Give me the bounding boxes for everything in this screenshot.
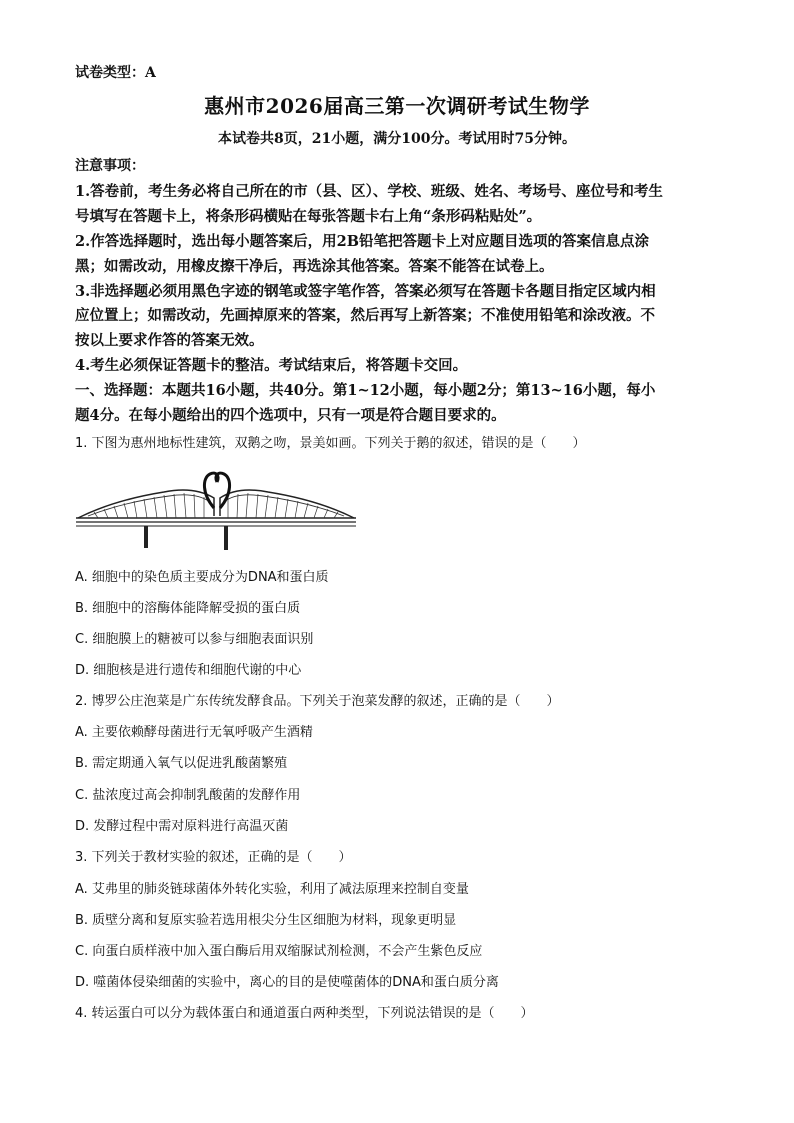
question-1-option-b: B. 细胞中的溶酶体能降解受损的蛋白质: [75, 601, 301, 616]
question-1-option-a: A. 细胞中的染色质主要成分为DNA和蛋白质: [75, 570, 329, 585]
notice-line: 4.考生必须保证答题卡的整洁。考试结束后，将答题卡交回。: [75, 357, 468, 374]
question-1-option-c: C. 细胞膜上的糖被可以参与细胞表面识别: [75, 632, 314, 647]
notice-line: 应位置上；如需改动，先画掉原来的答案，然后再写上新答案；不准使用铅笔和涂改液。不: [75, 307, 655, 324]
question-2-option-d: D. 发酵过程中需对原料进行高温灭菌: [75, 819, 289, 834]
notice-heading: 注意事项：: [75, 158, 145, 174]
question-1-option-d: D. 细胞核是进行遗传和细胞代谢的中心: [75, 663, 302, 678]
question-1-stem: 1. 下图为惠州地标性建筑，双鹅之吻，景美如画。下列关于鹅的叙述，错误的是（ ）: [75, 436, 586, 451]
exam-title: 惠州市2026届高三第一次调研考试生物学: [204, 94, 590, 118]
question-4-stem: 4. 转运蛋白可以分为载体蛋白和通道蛋白两种类型，下列说法错误的是（ ）: [75, 1006, 534, 1021]
question-3-option-d: D. 噬菌体侵染细菌的实验中，离心的目的是使噬菌体的DNA和蛋白质分离: [75, 975, 499, 990]
exam-subtitle: 本试卷共8页，21小题，满分100分。考试用时75分钟。: [218, 131, 576, 147]
notice-line: 3.非选择题必须用黑色字迹的钢笔或签字笔作答，答案必须写在答题卡各题目指定区域内相: [75, 283, 656, 300]
question-3-option-c: C. 向蛋白质样液中加入蛋白酶后用双缩脲试剂检测，不会产生紫色反应: [75, 944, 483, 959]
notice-line: 按以上要求作答的答案无效。: [75, 332, 264, 349]
section-instruction-line: 题4分。在每小题给出的四个选项中，只有一项是符合题目要求的。: [75, 407, 506, 424]
notice-line: 黑；如需改动，用橡皮擦干净后，再选涂其他答案。答案不能答在试卷上。: [75, 258, 554, 275]
notice-line: 号填写在答题卡上，将条形码横贴在每张答题卡右上角“条形码粘贴处”。: [75, 208, 542, 225]
section-instruction-line: 一、选择题：本题共16小题，共40分。第1~12小题，每小题2分；第13~16小题，每小: [75, 382, 656, 399]
question-2-stem: 2. 博罗公庄泡菜是广东传统发酵食品。下列关于泡菜发酵的叙述，正确的是（ ）: [75, 694, 560, 709]
twin-swan-bridge-figure: [74, 468, 358, 558]
question-2-option-a: A. 主要依赖酵母菌进行无氧呼吸产生酒精: [75, 725, 313, 740]
question-2-option-b: B. 需定期通入氧气以促进乳酸菌繁殖: [75, 756, 288, 771]
question-3-option-b: B. 质壁分离和复原实验若选用根尖分生区细胞为材料，现象更明显: [75, 913, 457, 928]
notice-line: 1.答卷前，考生务必将自己所在的市（县、区）、学校、班级、姓名、考场号、座位号和考生: [75, 183, 663, 200]
paper-type-label: 试卷类型：A: [75, 65, 156, 81]
question-3-option-a: A. 艾弗里的肺炎链球菌体外转化实验，利用了减法原理来控制自变量: [75, 882, 469, 897]
question-2-option-c: C. 盐浓度过高会抑制乳酸菌的发酵作用: [75, 788, 301, 803]
question-3-stem: 3. 下列关于教材实验的叙述，正确的是（ ）: [75, 850, 352, 865]
notice-line: 2.作答选择题时，选出每小题答案后，用2B铅笔把答题卡上对应题目选项的答案信息点涂: [75, 233, 649, 250]
